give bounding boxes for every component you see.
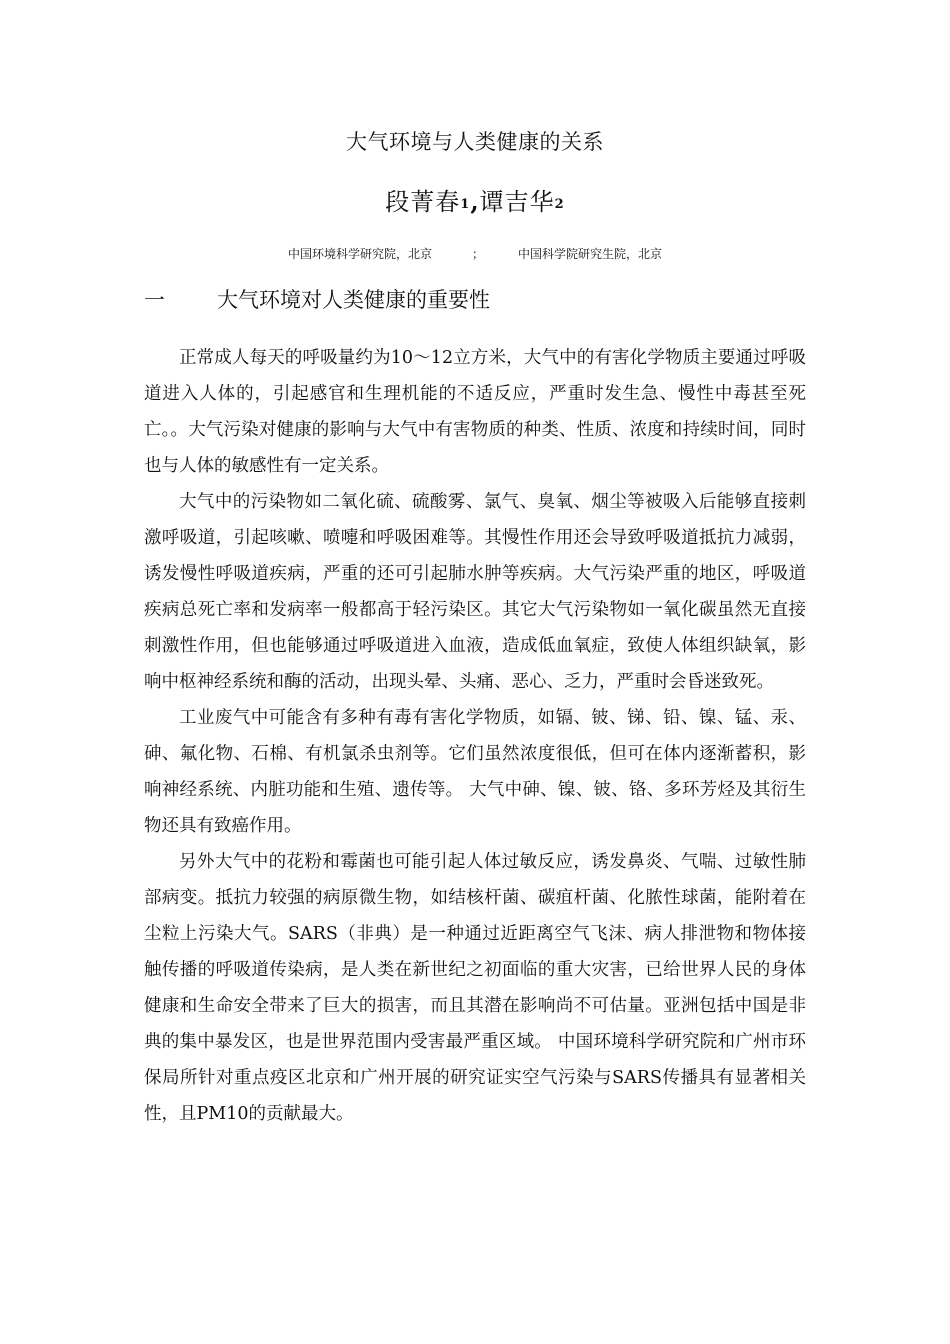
section-heading <box>144 284 490 314</box>
paragraph: 另外大气中的花粉和霉菌也可能引起人体过敏反应，诱发鼻炎、气喘、过敏性肺部病变。抵抗力较强的病原微生物，如结核杆菌、碳疽杆菌、化脓性球菌，能附着在尘粒上污染大气。SARS（非典）是一种通过近距离空气飞沫、病人排泄物和物体接触传播的呼吸道传染病，是人类在新世纪之初面临的重大灾害，已给世界人民的身体健康和生命安全带来了巨大的损害，而且其潜在影响尚不可估量。亚洲包括中国是非典的集中暴发区，也是世界范围内受害最严重区域。 中国环境科学研究院和广州市环保局所针对重点疫区北京和广州开展的研究证实空气污染与SARS传播具有显著相关性，且PM10的贡献最大。 <box>144 852 806 1124</box>
affiliation-marker: 1 <box>460 197 471 212</box>
section-number: 一 <box>144 288 165 312</box>
affiliation-marker: 2 <box>554 197 565 212</box>
author-separator: , <box>470 187 480 216</box>
paragraph: 大气中的污染物如二氧化硫、硫酸雾、氯气、臭氧、烟尘等被吸入后能够直接刺激呼吸道，引起咳嗽、喷嚏和呼吸困难等。其慢性作用还会导致呼吸道抵抗力减弱，诱发慢性呼吸道疾病，严重的还可引起肺水肿等疾病。大气污染严重的地区，呼吸道疾病总死亡率和发病率一般都高于轻污染区。其它大气污染物如一氧化碳虽然无直接刺激性作用，但也能够通过呼吸道进入血液，造成低血氧症，致使人体组织缺氧，影响中枢神经系统和酶的活动，出现头晕、头痛、恶心、乏力，严重时会昏迷致死。 <box>144 492 806 692</box>
document-title: 大气环境与人类健康的关系 <box>346 130 604 154</box>
paragraph: 正常成人每天的呼吸量约为10～12立方米，大气中的有害化学物质主要通过呼吸道进入人体的，引起感官和生理机能的不适反应，严重时发生急、慢性中毒甚至死亡。。大气污染对健康的影响与大气中有害物质的种类、性质、浓度和持续时间，同时也与人体的敏感性有一定关系。 <box>144 348 806 476</box>
author-name: 段菁春 <box>385 188 461 216</box>
affiliation-1: 中国环境科学研究院，北京 <box>287 247 432 261</box>
section-title: 大气环境对人类健康的重要性 <box>217 288 490 312</box>
author-name: 谭吉华 <box>479 188 555 216</box>
body-text <box>144 340 806 1132</box>
author-line <box>0 182 950 217</box>
affiliation-line <box>0 245 950 262</box>
affiliation-2: 中国科学院研究生院，北京 <box>518 247 663 261</box>
affiliation-separator: ； <box>471 247 484 261</box>
paragraph: 工业废气中可能含有多种有毒有害化学物质，如镉、铍、锑、铅、镍、锰、汞、砷、氟化物、石棉、有机氯杀虫剂等。它们虽然浓度很低，但可在体内逐渐蓄积，影响神经系统、内脏功能和生殖、遗传等。 大气中砷、镍、铍、铬、多环芳烃及其衍生物还具有致癌作用。 <box>144 708 806 836</box>
